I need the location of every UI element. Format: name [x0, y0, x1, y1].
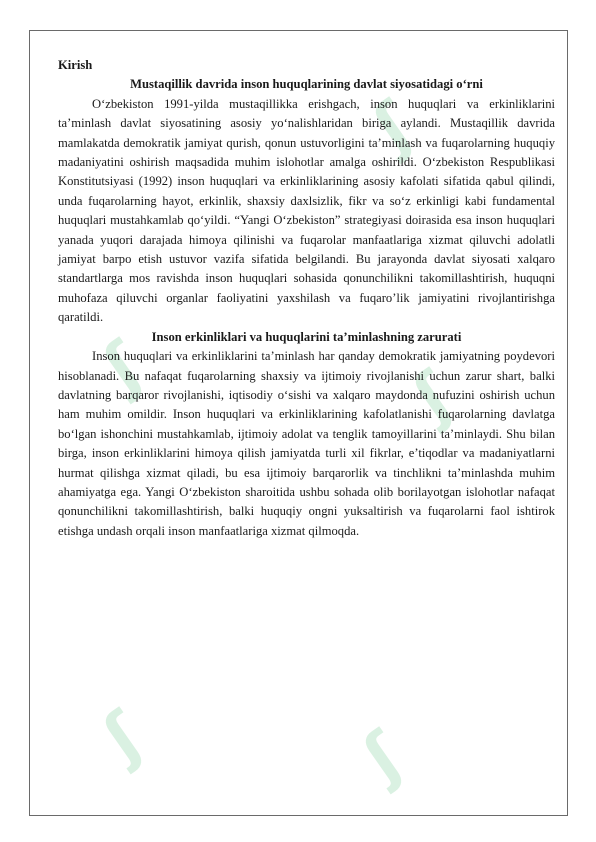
watermark-logo: ʃ — [351, 719, 416, 795]
watermark-logo: ʃ — [91, 699, 156, 775]
section-paragraph-1: O‘zbekiston 1991-yilda mustaqillikka erishgach, inson huquqlari va erkinliklarini ta’minlash davlat siyosatining asosiy yo‘nalishlaridan biriga aylandi. Mustaqillik davrida mamlakatda demokratik jamiyat qurish, qonun ustuvorligini ta’minlash va fuqarolarning huquqiy madaniyatini oshirish maqsadida muhim islohotlar amalga oshirildi. O‘zbekiston Respublikasi Konstitutsiyasi (1992) inson huquqlari va erkinliklarining asosiy kafolati sifatida qabul qilindi, unda fuqarolarning hayot, erkinlik, shaxsiy daxlsizlik, fikr va so‘z erkinligi kabi fundamental huquqlari mustahkamlab qo‘yildi. “Yangi O‘zbekiston” strategiyasi doirasida esa inson huquqlari yanada yuqori darajada himoya qilinishi va fuqarolar manfaatlariga xizmat qiluvchi adolatli jamiyat barpo etish ustuvor vazifa sifatida belgilandi. Bu jarayonda davlat siyosati xalqaro standartlarga mos ravishda inson huquqlari sohasida qonunchilikni takomillashtirish, huquqni muhofaza qiluvchi organlar faoliyatini yaxshilash va fuqaro’lik jamiyatini rivojlantirishga qaratildi. — [58, 96, 555, 325]
watermark-logo: ʃ — [91, 329, 156, 405]
watermark-logo: ʃ — [401, 359, 466, 435]
section-paragraph-2: Inson huquqlari va erkinliklarini ta’minlash har qanday demokratik jamiyatning poydevori hisoblanadi. Bu nafaqat fuqarolarning shaxsiy va ijtimoiy rivojlanishi uchun zarur shart, balki davlatning barqaror rivojlanishi, iqtisodiy o‘sishi va xalqaro maydonda nufuzini oshirish uchun ham muhim omildir. Inson huquqlari va erkinliklarining kafolatlanishi fuqarolarning davlatga bo‘lgan ishonchini mustahkamlab, ijtimoiy adolat va tenglik tamoyillarini ta’minlaydi. Shu bilan birga, inson erkinliklarini himoya qilish jamiyatda turli xil fikrlar, e’tiqodlar va madaniyatlarni hurmat qilishga xizmat qiladi, bu esa ijtimoiy barqarorlik va tinchlikni ta’minlashda muhim ahamiyatga ega. Yangi O‘zbekiston sharoitida ushbu sohada olib borilayotgan islohotlar nafaqat qonunchilikni takomillashtirish, balki huquqiy ongni yuksaltirish va fuqarolarni faol ishtirok etishga undash orqali inson manfaatlariga xizmat qilmoqda. — [58, 349, 555, 538]
watermark-logo: ʃ — [361, 89, 426, 165]
intro-label: Kirish — [58, 58, 93, 72]
section-heading-1: Mustaqillik davrida inson huquqlarining davlat siyosatidagi o‘rni — [130, 77, 483, 92]
document-body — [58, 56, 555, 541]
section-heading-2: Inson erkinliklari va huquqlarini ta’minlashning zarurati — [151, 329, 462, 344]
